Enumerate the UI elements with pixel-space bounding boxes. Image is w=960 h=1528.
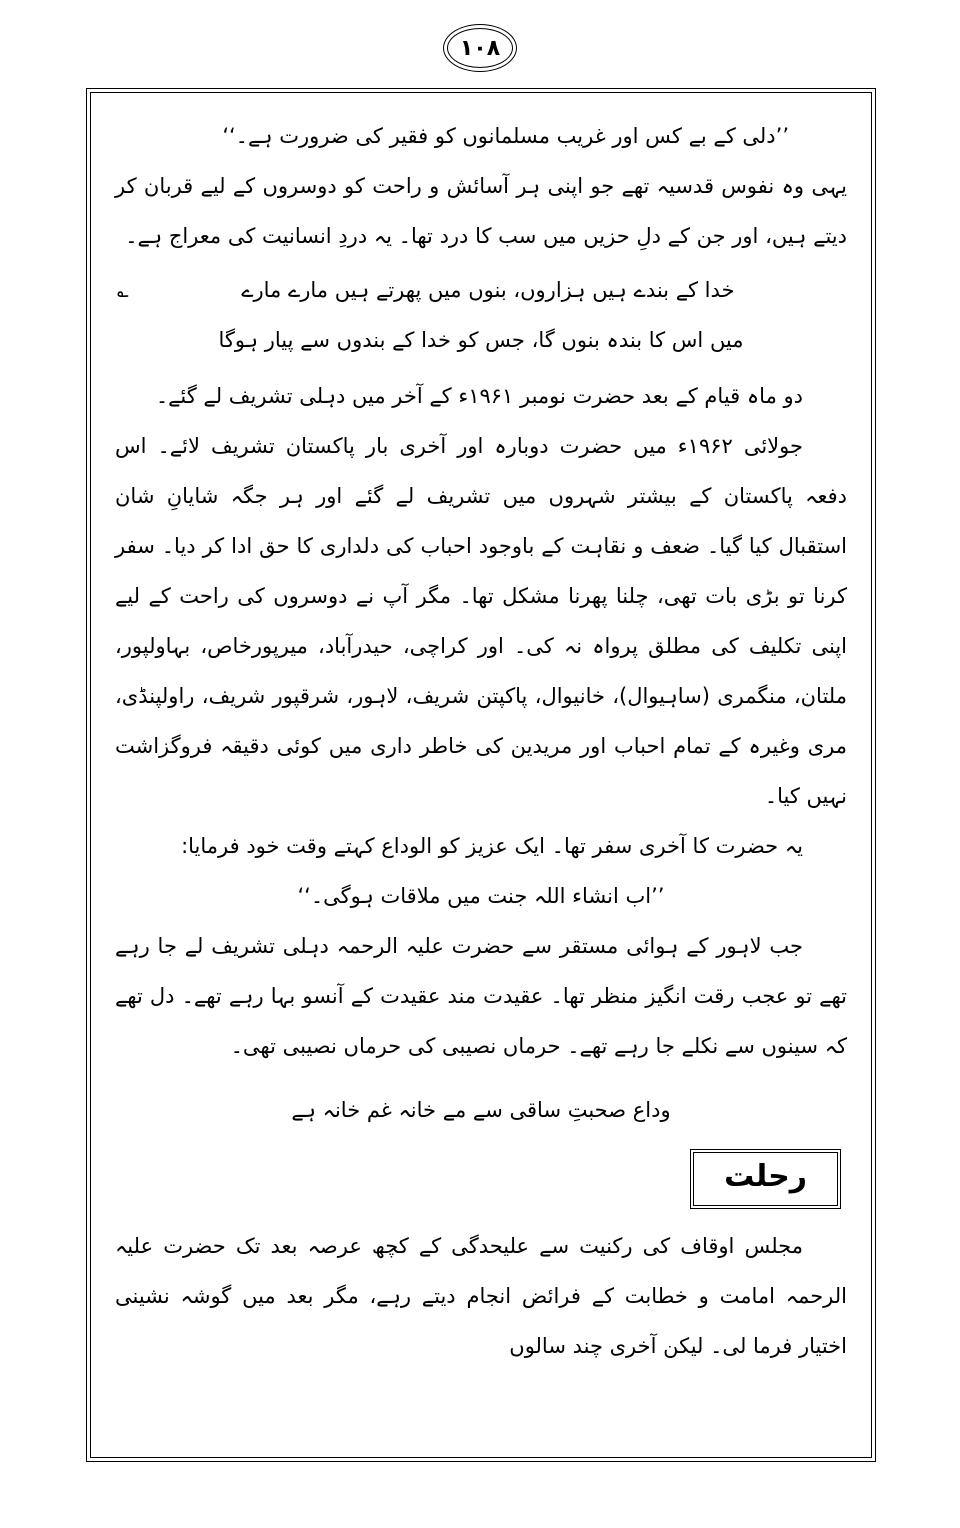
paragraph-two-month-stay: دو ماہ قیام کے بعد حضرت نومبر ۱۹۶۱ء کے آخر میں دہلی تشریف لے گئے۔ bbox=[155, 384, 803, 408]
verse-line-1-text: خدا کے بندے ہیں ہزاروں، بنوں میں پھرتے ہیں مارے مارے bbox=[241, 278, 735, 302]
paragraph-lahore-departure: جب لاہور کے ہوائی مستقر سے حضرت علیہ الرحمہ دہلی تشریف لے جا رہے تھے تو عجب رقت انگیز منظر تھا۔ عقیدت مند عقیدت کے آنسو بہا رہے تھے۔ دل تھے کہ سینوں سے نکلے جا رہے تھے۔ حرماں نصیبی کی حرماں نصیبی تھی۔ bbox=[115, 934, 847, 1058]
paragraph-last-journey: یہ حضرت کا آخری سفر تھا۔ ایک عزیز کو الوداع کہتے وقت خود فرمایا: bbox=[181, 834, 803, 858]
page-border-frame bbox=[86, 88, 876, 1462]
farewell-quote: ’’اب انشاء اللہ جنت میں ملاقات ہوگی۔‘‘ bbox=[297, 884, 665, 908]
verse-single-line: وداع صحبتِ ساقی سے مے خانہ غم خانہ ہے bbox=[291, 1098, 671, 1122]
text-area bbox=[90, 92, 872, 1458]
page-number: ۱۰۸ bbox=[447, 28, 513, 68]
verse-couplet bbox=[115, 265, 847, 365]
paragraph-majlis-auqaf: مجلس اوقاف کی رکنیت سے علیحدگی کے کچھ عرصہ بعد تک حضرت علیہ الرحمہ امامت و خطابت کے فرائض انجام دیتے رہے، مگر بعد میں گوشہ نشینی اختیار فرما لی۔ لیکن آخری چند سالوں bbox=[115, 1234, 847, 1358]
paragraph-nufus-qudsiya: یہی وہ نفوس قدسیہ تھے جو اپنی ہر آسائش و راحت کو دوسروں کے لیے قربان کر دیتے ہیں، اور جن کے دلِ حزیں میں سب کا درد تھا۔ یہ دردِ انسانیت کی معراج ہے۔ bbox=[115, 174, 847, 248]
verse-marker-icon: ؎ bbox=[117, 278, 129, 302]
paragraph-pakistan-trip: جولائی ۱۹۶۲ء میں حضرت دوبارہ اور آخری بار پاکستان تشریف لائے۔ اس دفعہ پاکستان کے بیشتر شہروں میں تشریف لے گئے اور ہر جگہ شایانِ شان استقبال کیا گیا۔ ضعف و نقاہت کے باوجود احباب کی دلداری کا حق ادا کر دیا۔ سفر کرنا تو بڑی بات تھی، چلنا پھرنا مشکل تھا۔ مگر آپ نے دوسروں کی راحت کے لیے اپنی تکلیف کی مطلق پرواہ نہ کی۔ اور کراچی، حیدرآباد، میرپورخاص، بہاولپور، ملتان، منگمری (ساہیوال)، خانیوال، پاکپتن شریف، لاہور، شرقپور شریف، راولپنڈی، مری وغیرہ کے تمام احباب اور مریدین کی خاطر داری میں کوئی دقیقہ فروگزاشت نہیں کیا۔ bbox=[115, 434, 847, 808]
section-heading-box bbox=[690, 1149, 841, 1209]
page-number-badge bbox=[443, 24, 517, 72]
verse-line-1 bbox=[115, 265, 847, 315]
opening-quote: ’’دلی کے بے کس اور غریب مسلمانوں کو فقیر کی ضرورت ہے۔‘‘ bbox=[222, 124, 789, 148]
section-heading: رحلت bbox=[693, 1152, 838, 1206]
verse-line-2: میں اس کا بندہ بنوں گا، جس کو خدا کے بندوں سے پیار ہوگا bbox=[218, 328, 744, 352]
